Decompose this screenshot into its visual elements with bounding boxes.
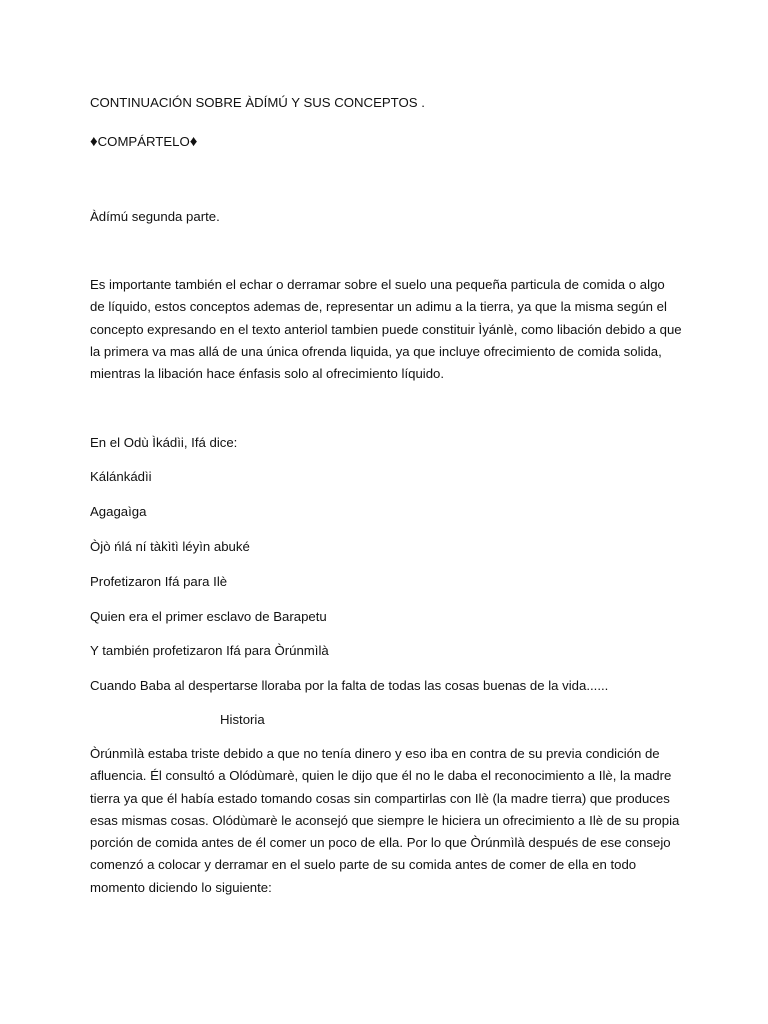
verse-line: Òjò ńlá ní tàkìtì léyìn abuké <box>90 539 250 554</box>
document-subtitle: Àdímú segunda parte. <box>90 209 220 224</box>
verse-line: Cuando Baba al despertarse lloraba por la falta de todas las cosas buenas de la vida...... <box>90 678 609 693</box>
verse-line: Y también profetizaron Ifá para Òrúnmìlà <box>90 643 329 658</box>
verse-line: Quien era el primer esclavo de Barapetu <box>90 609 327 624</box>
verse-line: Profetizaron Ifá para Ilè <box>90 574 228 589</box>
diamond-icon: ♦ <box>189 133 198 150</box>
intro-paragraph: Es importante también el echar o derramar sobre el suelo una pequeña particula de comida o algo de líquido, estos conceptos ademas de, representar un adimu a la tierra, ya que la misma según el concepto expresando en el texto anteriol tambien puede constituir Ìyánlè, como libación debido a que la primera va mas allá de una única ofrenda liquida, ya que incluye ofrecimiento de comida solida, mientras la libación hace énfasis solo al ofrecimiento líquido. <box>90 277 682 382</box>
diamond-icon: ♦ <box>90 133 98 150</box>
verse-line: Kálánkádìi <box>90 469 152 484</box>
verse-line: Agagaìga <box>90 504 147 519</box>
document-title: CONTINUACIÓN SOBRE ÀDÍMÚ Y SUS CONCEPTOS . <box>90 95 425 110</box>
history-heading: Historia <box>220 712 265 727</box>
share-line <box>90 131 197 153</box>
verse-line: En el Odù Ìkádìi, Ifá dice: <box>90 435 238 450</box>
share-label: COMPÁRTELO <box>97 134 190 149</box>
history-paragraph: Òrúnmìlà estaba triste debido a que no tenía dinero y eso iba en contra de su previa condición de afluencia. Él consultó a Olódùmarè, quien le dijo que él no le daba el reconocimiento a Ilè, la madre tierra ya que él había estado tomando cosas sin compartirlas con Ilè (la madre tierra) que produces esas mismas cosas. Olódùmarè le aconsejó que siempre le hiciera un ofrecimiento a Ilè de su propia porción de comida antes de él comer un poco de ella. Por lo que Òrúnmìlà después de ese consejo comenzó a colocar y derramar en el suelo parte de su comida antes de comer de ella en todo momento diciendo lo siguiente: <box>90 746 680 895</box>
